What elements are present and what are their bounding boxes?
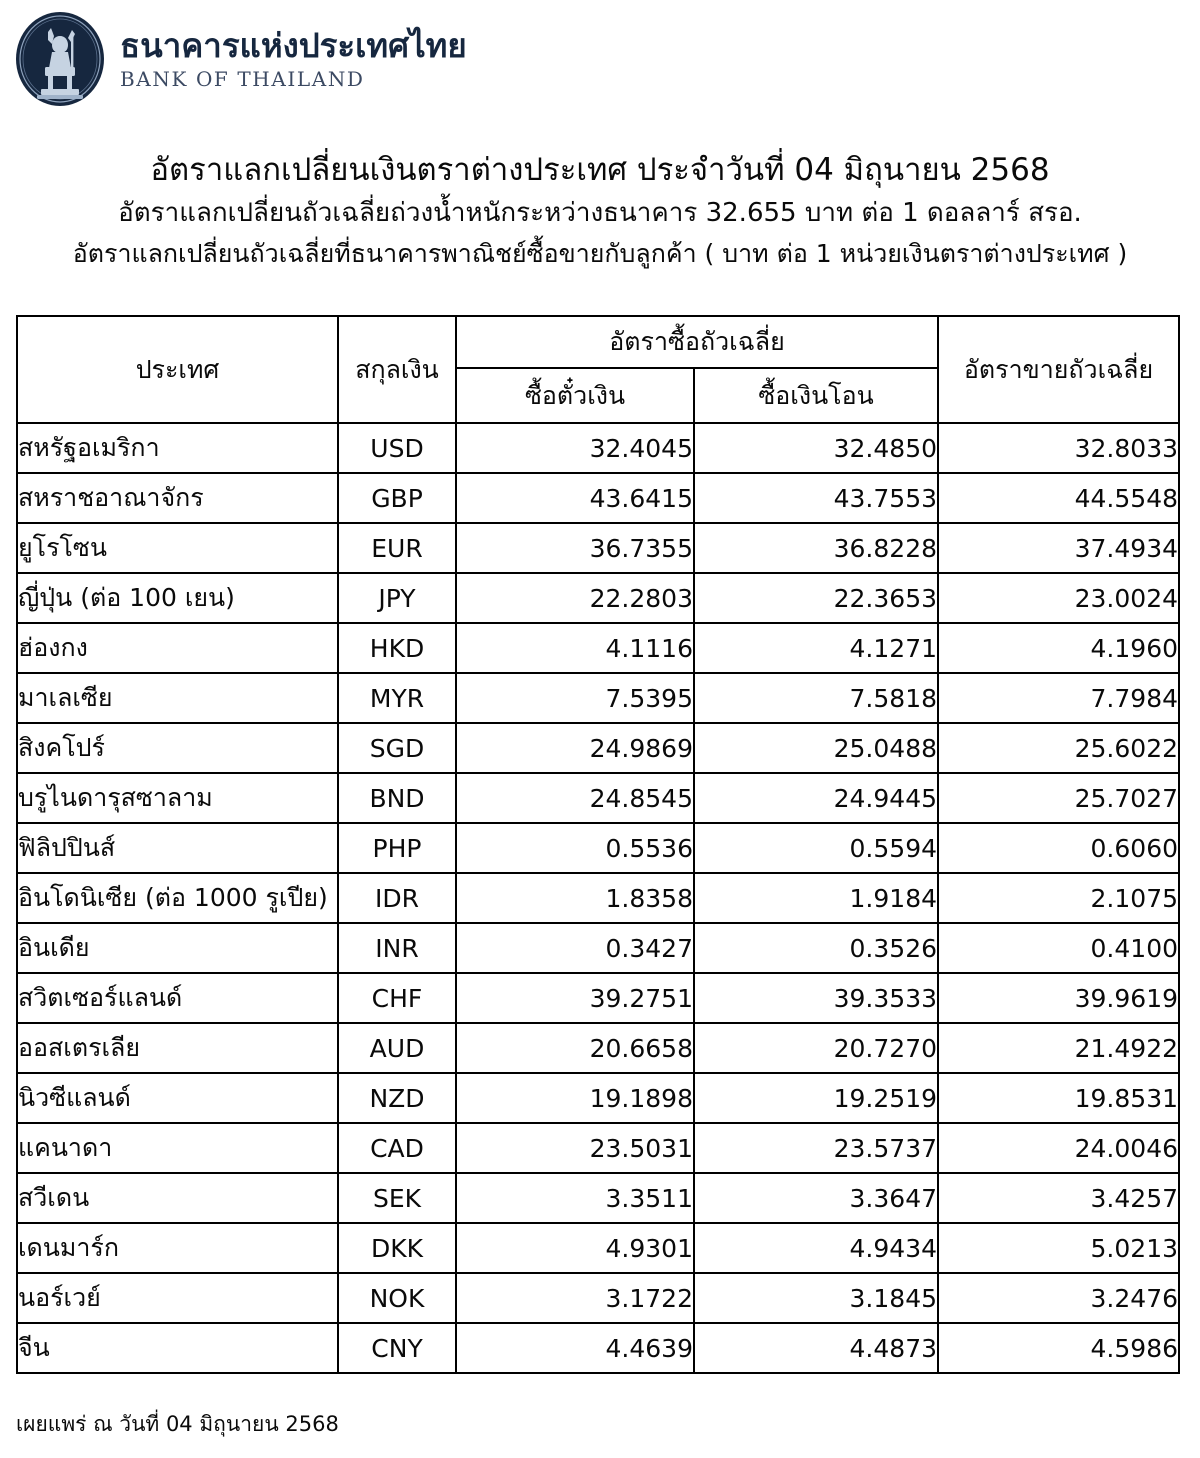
row-buy-bill: 0.3427 <box>456 923 694 973</box>
published-date-note: เผยแพร่ ณ วันที่ 04 มิถุนายน 2568 <box>16 1412 339 1436</box>
row-country: เดนมาร์ก <box>17 1223 338 1273</box>
table-row <box>17 1023 1179 1073</box>
row-buy-transfer: 19.2519 <box>694 1073 938 1123</box>
page-titles <box>0 148 1200 274</box>
row-currency-code: INR <box>338 923 456 973</box>
row-buy-bill: 1.8358 <box>456 873 694 923</box>
row-buy-bill: 19.1898 <box>456 1073 694 1123</box>
row-currency-code: DKK <box>338 1223 456 1273</box>
row-sell: 23.0024 <box>938 573 1179 623</box>
row-currency-code: GBP <box>338 473 456 523</box>
row-country: มาเลเซีย <box>17 673 338 723</box>
row-country: สวิตเซอร์แลนด์ <box>17 973 338 1023</box>
row-country: ยูโรโซน <box>17 523 338 573</box>
row-sell: 0.4100 <box>938 923 1179 973</box>
row-buy-bill: 0.5536 <box>456 823 694 873</box>
row-country: จีน <box>17 1323 338 1373</box>
row-buy-bill: 22.2803 <box>456 573 694 623</box>
row-buy-transfer: 36.8228 <box>694 523 938 573</box>
table-header-row-top <box>17 316 1179 368</box>
row-buy-transfer: 25.0488 <box>694 723 938 773</box>
row-sell: 32.8033 <box>938 423 1179 473</box>
table-row <box>17 1073 1179 1123</box>
row-buy-bill: 39.2751 <box>456 973 694 1023</box>
row-sell: 3.2476 <box>938 1273 1179 1323</box>
row-buy-bill: 4.1116 <box>456 623 694 673</box>
row-buy-bill: 23.5031 <box>456 1123 694 1173</box>
row-buy-transfer: 4.1271 <box>694 623 938 673</box>
row-sell: 21.4922 <box>938 1023 1179 1073</box>
row-country: สิงคโปร์ <box>17 723 338 773</box>
row-sell: 4.5986 <box>938 1323 1179 1373</box>
row-buy-transfer: 1.9184 <box>694 873 938 923</box>
table-row <box>17 573 1179 623</box>
row-country: สวีเดน <box>17 1173 338 1223</box>
table-row <box>17 1273 1179 1323</box>
column-header-currency: สกุลเงิน <box>338 316 456 423</box>
table-row <box>17 423 1179 473</box>
row-country: ฟิลิปปินส์ <box>17 823 338 873</box>
row-sell: 0.6060 <box>938 823 1179 873</box>
table-row <box>17 773 1179 823</box>
table-row <box>17 523 1179 573</box>
row-buy-transfer: 3.1845 <box>694 1273 938 1323</box>
commercial-rate-note: อัตราแลกเปลี่ยนถัวเฉลี่ยที่ธนาคารพาณิชย์ซื้อขายกับลูกค้า ( บาท ต่อ 1 หน่วยเงินตราต่างประเทศ ) <box>72 239 1128 268</box>
table-row <box>17 923 1179 973</box>
row-sell: 44.5548 <box>938 473 1179 523</box>
row-currency-code: HKD <box>338 623 456 673</box>
row-currency-code: CHF <box>338 973 456 1023</box>
column-header-buy-bill: ซื้อตั๋วเงิน <box>456 368 694 423</box>
row-country: อินโดนิเซีย (ต่อ 1000 รูเปีย) <box>17 873 338 923</box>
row-sell: 7.7984 <box>938 673 1179 723</box>
brand-text-block <box>120 26 467 91</box>
row-currency-code: BND <box>338 773 456 823</box>
row-sell: 3.4257 <box>938 1173 1179 1223</box>
row-country: อินเดีย <box>17 923 338 973</box>
row-country: นิวซีแลนด์ <box>17 1073 338 1123</box>
row-country: บรูไนดารุสซาลาม <box>17 773 338 823</box>
row-buy-transfer: 7.5818 <box>694 673 938 723</box>
row-sell: 5.0213 <box>938 1223 1179 1273</box>
row-buy-bill: 36.7355 <box>456 523 694 573</box>
table-row <box>17 823 1179 873</box>
row-currency-code: JPY <box>338 573 456 623</box>
row-country: แคนาดา <box>17 1123 338 1173</box>
row-buy-transfer: 0.3526 <box>694 923 938 973</box>
row-buy-transfer: 20.7270 <box>694 1023 938 1073</box>
table-body <box>17 423 1179 1373</box>
row-country: ญี่ปุ่น (ต่อ 100 เยน) <box>17 573 338 623</box>
row-country: ฮ่องกง <box>17 623 338 673</box>
row-sell: 19.8531 <box>938 1073 1179 1123</box>
row-currency-code: CNY <box>338 1323 456 1373</box>
table-row <box>17 473 1179 523</box>
row-sell: 25.6022 <box>938 723 1179 773</box>
row-country: ออสเตรเลีย <box>17 1023 338 1073</box>
row-currency-code: EUR <box>338 523 456 573</box>
brand-name-english: BANK OF THAILAND <box>120 67 365 91</box>
row-currency-code: MYR <box>338 673 456 723</box>
row-buy-transfer: 32.4850 <box>694 423 938 473</box>
table-row <box>17 1123 1179 1173</box>
bank-of-thailand-seal-icon <box>14 10 106 108</box>
row-buy-transfer: 4.4873 <box>694 1323 938 1373</box>
row-currency-code: IDR <box>338 873 456 923</box>
row-buy-bill: 4.4639 <box>456 1323 694 1373</box>
row-sell: 2.1075 <box>938 873 1179 923</box>
row-currency-code: SEK <box>338 1173 456 1223</box>
table-row <box>17 723 1179 773</box>
page-title: อัตราแลกเปลี่ยนเงินตราต่างประเทศ ประจำวันที่ 04 มิถุนายน 2568 <box>150 152 1050 188</box>
row-sell: 25.7027 <box>938 773 1179 823</box>
table-row <box>17 1173 1179 1223</box>
row-buy-bill: 7.5395 <box>456 673 694 723</box>
exchange-rate-table <box>16 315 1180 1374</box>
row-country: สหรัฐอเมริกา <box>17 423 338 473</box>
row-buy-bill: 43.6415 <box>456 473 694 523</box>
row-country: สหราชอาณาจักร <box>17 473 338 523</box>
row-buy-bill: 4.9301 <box>456 1223 694 1273</box>
row-buy-transfer: 0.5594 <box>694 823 938 873</box>
row-currency-code: AUD <box>338 1023 456 1073</box>
row-buy-transfer: 43.7553 <box>694 473 938 523</box>
row-buy-bill: 24.8545 <box>456 773 694 823</box>
row-currency-code: USD <box>338 423 456 473</box>
row-buy-transfer: 4.9434 <box>694 1223 938 1273</box>
table-row <box>17 673 1179 723</box>
row-buy-bill: 20.6658 <box>456 1023 694 1073</box>
row-buy-bill: 32.4045 <box>456 423 694 473</box>
row-country: นอร์เวย์ <box>17 1273 338 1323</box>
table-header <box>17 316 1179 423</box>
table-row <box>17 973 1179 1023</box>
column-header-country: ประเทศ <box>17 316 338 423</box>
row-currency-code: SGD <box>338 723 456 773</box>
row-buy-bill: 3.1722 <box>456 1273 694 1323</box>
row-buy-bill: 3.3511 <box>456 1173 694 1223</box>
column-header-buy-transfer: ซื้อเงินโอน <box>694 368 938 423</box>
bank-of-thailand-header <box>14 10 467 108</box>
brand-name-thai: ธนาคารแห่งประเทศไทย <box>120 26 467 65</box>
column-header-sell: อัตราขายถัวเฉลี่ย <box>938 316 1179 423</box>
row-buy-transfer: 39.3533 <box>694 973 938 1023</box>
table-row <box>17 623 1179 673</box>
table-row <box>17 873 1179 923</box>
row-buy-transfer: 3.3647 <box>694 1173 938 1223</box>
row-currency-code: NZD <box>338 1073 456 1123</box>
row-sell: 39.9619 <box>938 973 1179 1023</box>
row-sell: 24.0046 <box>938 1123 1179 1173</box>
row-buy-bill: 24.9869 <box>456 723 694 773</box>
table-row <box>17 1323 1179 1373</box>
table-row <box>17 1223 1179 1273</box>
row-buy-transfer: 22.3653 <box>694 573 938 623</box>
row-currency-code: NOK <box>338 1273 456 1323</box>
row-currency-code: CAD <box>338 1123 456 1173</box>
row-currency-code: PHP <box>338 823 456 873</box>
row-sell: 4.1960 <box>938 623 1179 673</box>
row-sell: 37.4934 <box>938 523 1179 573</box>
column-header-buy-group: อัตราซื้อถัวเฉลี่ย <box>456 316 938 368</box>
row-buy-transfer: 24.9445 <box>694 773 938 823</box>
interbank-rate-note: อัตราแลกเปลี่ยนถัวเฉลี่ยถ่วงน้ำหนักระหว่างธนาคาร 32.655 บาท ต่อ 1 ดอลลาร์ สรอ. <box>118 198 1082 228</box>
row-buy-transfer: 23.5737 <box>694 1123 938 1173</box>
